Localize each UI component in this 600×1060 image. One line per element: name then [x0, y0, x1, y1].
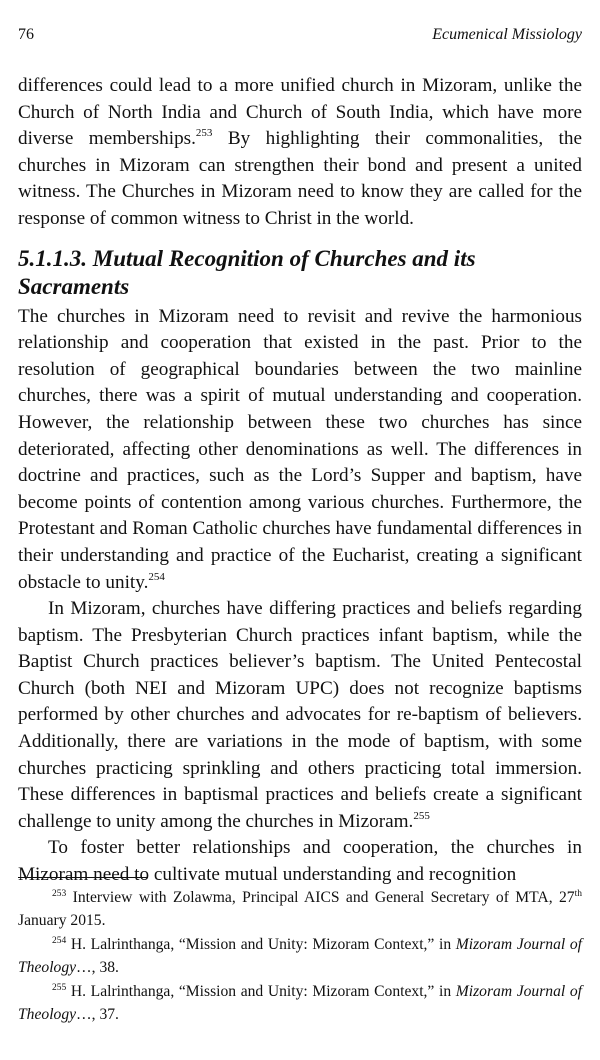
- page-number: 76: [18, 26, 34, 43]
- journal-title: Mizoram Journal of Theology: [18, 983, 582, 1023]
- paragraph-1: [18, 304, 582, 597]
- footnote-number: 253: [52, 889, 67, 899]
- page-header: [18, 26, 582, 44]
- footnote-text: H. Lalrinthanga, “Mission and Unity: Mizoram Context,” in: [66, 983, 456, 1000]
- footnote-text: January 2015.: [18, 912, 106, 929]
- footnote-number: 255: [52, 983, 67, 993]
- paragraph-3: [18, 835, 582, 888]
- footnote-254: [18, 933, 582, 979]
- paragraph-2: [18, 596, 582, 835]
- ordinal-suffix: th: [574, 889, 582, 899]
- intro-text: differences could lead to a more unified church in Mizoram, unlike the Church of North India and Church of South India, which have more diverse memberships.: [18, 75, 582, 150]
- footnote-ref-253: 253: [195, 127, 213, 140]
- journal-title: Mizoram Journal of Theology: [18, 936, 582, 976]
- footnote-ref-254: 254: [148, 570, 165, 583]
- section-heading: 5.1.1.3. Mutual Recognition of Churches and its Sacraments: [18, 245, 476, 299]
- footnote-253: [18, 886, 582, 932]
- body-text: [18, 73, 582, 889]
- footnote-text: …, 37.: [76, 1006, 119, 1023]
- footnote-number: 254: [52, 936, 67, 946]
- footnote-text: Interview with Zolawma, Principal AICS and General Secretary of MTA, 27: [66, 889, 575, 906]
- footnote-text: H. Lalrinthanga, “Mission and Unity: Mizoram Context,” in: [66, 936, 456, 953]
- running-title: Ecumenical Missiology: [432, 26, 582, 43]
- paragraph-3-text: To foster better relationships and cooperation, the churches in Mizoram need to cultivate mutual understanding and recognition: [18, 837, 582, 886]
- intro-paragraph: [18, 73, 582, 233]
- footnote-text: …, 38.: [76, 959, 119, 976]
- footnote-divider: [18, 877, 148, 878]
- footnote-ref-255: 255: [413, 809, 430, 822]
- footnote-255: [18, 980, 582, 1026]
- paragraph-2-text: In Mizoram, churches have differing practices and beliefs regarding baptism. The Presbyterian Church practices infant baptism, while the Baptist Church practices believer’s baptism. The United Pentecostal Church (both NEI and Mizoram UPC) does not recognize baptisms performed by other churches and advocates for re-baptism of believers. Additionally, there are variations in the mode of baptism, with some churches practicing sprinkling and others practicing total immersion. These differences in baptismal practices and beliefs create a significant challenge to unity among the churches in Mizoram.: [18, 598, 582, 832]
- intro-text-continued: By highlighting their commonalities, the churches in Mizoram can strengthen their bond and present a united witness. The Churches in Mizoram need to know they are called for the response of common witness to Christ in the world.: [18, 128, 582, 229]
- paragraph-1-text: The churches in Mizoram need to revisit and revive the harmonious relationship and cooperation that existed in the past. Prior to the resolution of geographical boundaries between the two mainline churches, there was a spirit of mutual understanding and cooperation. However, the relationship between these two churches has since deteriorated, affecting other denominations as well. The differences in doctrine and practices, such as the Lord’s Supper and baptism, have become points of contention among various churches. Furthermore, the Protestant and Roman Catholic churches have fundamental differences in their understanding and practice of the Eucharist, creating a significant obstacle to unity.: [18, 305, 582, 593]
- footnotes: [18, 886, 582, 1027]
